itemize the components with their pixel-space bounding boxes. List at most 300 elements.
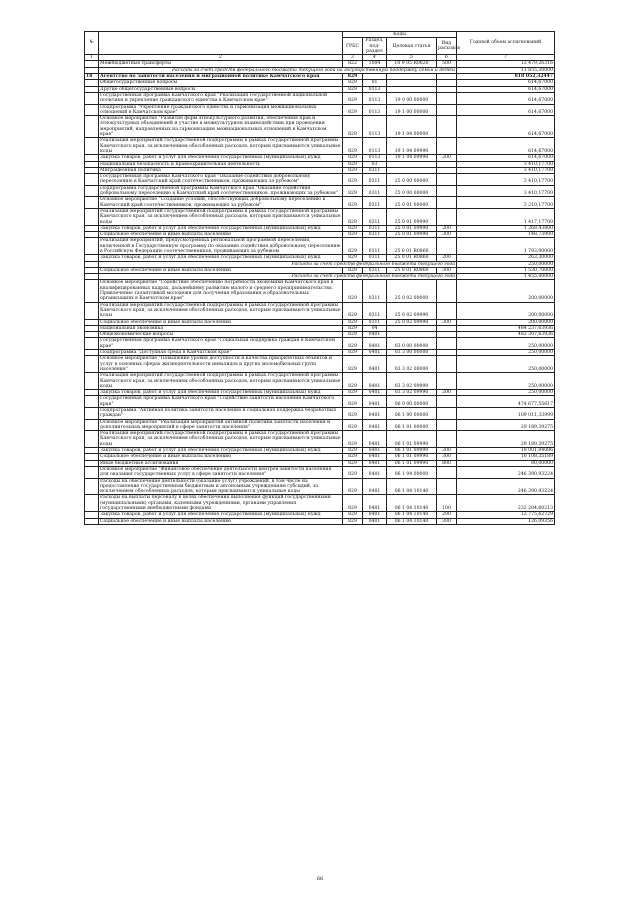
expense-name-cell: Закупка товаров, работ и услуг для обеспечения государственных (муниципальных) нужд bbox=[99, 225, 343, 231]
amount-cell: 109 011,33999 bbox=[457, 408, 555, 420]
header-name bbox=[99, 32, 343, 55]
section-cell: 0311 bbox=[363, 197, 387, 209]
section-cell: 0311 bbox=[363, 232, 387, 238]
section-cell: 0401 bbox=[363, 460, 387, 466]
section-cell: 0401 bbox=[363, 396, 387, 408]
row-number-cell bbox=[85, 356, 99, 373]
grbs-cell: 829 bbox=[343, 104, 363, 116]
expense-name-cell: Закупка товаров, работ и услуг для обеспечения государственных (муниципальных) нужд bbox=[99, 512, 343, 518]
section-cell: 0401 bbox=[363, 356, 387, 373]
amount-cell: 1 530,70000 bbox=[457, 267, 555, 273]
expense-name-cell: Другие общегосударственные вопросы bbox=[99, 86, 343, 92]
expense-type-cell bbox=[437, 116, 457, 138]
table-row bbox=[85, 495, 555, 512]
expense-type-cell: 100 bbox=[437, 495, 457, 512]
row-number-cell bbox=[85, 431, 99, 448]
section-cell: 0311 bbox=[363, 267, 387, 273]
amount-cell: 12 775,62729 bbox=[457, 512, 555, 518]
table-row bbox=[85, 92, 555, 104]
table-row bbox=[85, 238, 555, 255]
grbs-cell: 829 bbox=[343, 356, 363, 373]
table-header bbox=[85, 32, 555, 61]
amount-cell: 200,00000 bbox=[457, 319, 555, 325]
target-article-cell: 25 0 01 09990 bbox=[387, 208, 437, 225]
amount-cell: 614,67000 bbox=[457, 138, 555, 155]
expense-name-cell: Национальная безопасность и правоохранительная деятельность bbox=[99, 161, 343, 167]
target-article-cell: 06 1 01 09990 bbox=[387, 460, 437, 466]
section-cell: 0401 bbox=[363, 373, 387, 390]
grbs-cell: 829 bbox=[343, 92, 363, 104]
row-number-cell bbox=[85, 478, 99, 495]
table-row bbox=[85, 478, 555, 495]
expense-name-cell: Социальное обеспечение и иные выплаты населению bbox=[99, 319, 343, 325]
expense-name-cell: Закупка товаров, работ и услуг для обеспечения государственных (муниципальных) нужд bbox=[99, 155, 343, 161]
section-cell: 0401 bbox=[363, 495, 387, 512]
column-index: 7 bbox=[457, 55, 555, 61]
funding-note: Расходы за счет средств федерального бюджета текущего года bbox=[99, 274, 457, 280]
target-article-cell: 25 0 01 09990 bbox=[387, 232, 437, 238]
amount-cell: 200,00000 bbox=[457, 302, 555, 319]
target-article-cell: 06 1 04 10140 bbox=[387, 518, 437, 524]
expense-name-cell: Иные бюджетные ассигнования bbox=[99, 460, 343, 466]
section-cell: 0401 bbox=[363, 512, 387, 518]
amount-cell: 232 204,60213 bbox=[457, 495, 555, 512]
amount-cell: 246 390,93224 bbox=[457, 466, 555, 478]
target-article-cell: 06 1 01 09990 bbox=[387, 431, 437, 448]
grbs-cell: 829 bbox=[343, 80, 363, 86]
amount-cell: 200,00000 bbox=[457, 280, 555, 302]
amount-cell: 10 108,35189 bbox=[457, 454, 555, 460]
expense-type-cell: 300 bbox=[437, 267, 457, 273]
expense-type-cell bbox=[437, 197, 457, 209]
grbs-cell: 829 bbox=[343, 116, 363, 138]
target-article-cell: 03 0 00 00000 bbox=[387, 338, 437, 350]
expense-name-cell: Основное мероприятие "Создание условий, способствующих добровольному переселению в Камчатский край соотечественников, проживающих за рубежом" bbox=[99, 197, 343, 209]
expense-type-cell bbox=[437, 92, 457, 104]
target-article-cell: 06 1 04 10140 bbox=[387, 478, 437, 495]
grbs-cell: 829 bbox=[343, 238, 363, 255]
row-number-cell bbox=[85, 280, 99, 302]
section-cell: 0401 bbox=[363, 431, 387, 448]
amount-cell: 3 410,17700 bbox=[457, 174, 555, 186]
row-number-cell bbox=[85, 197, 99, 209]
section-cell: 0401 bbox=[363, 448, 387, 454]
section-cell: 0113 bbox=[363, 86, 387, 92]
grbs-cell: 829 bbox=[343, 174, 363, 186]
grbs-cell: 829 bbox=[343, 138, 363, 155]
expense-type-cell bbox=[437, 185, 457, 197]
target-article-cell: 06 1 00 00000 bbox=[387, 408, 437, 420]
row-number-cell bbox=[85, 104, 99, 116]
section-cell: 0401 bbox=[363, 478, 387, 495]
grbs-cell: 829 bbox=[343, 208, 363, 225]
target-article-cell: 19 0 00 00000 bbox=[387, 92, 437, 104]
expense-name-cell: Закупка товаров, работ и услуг для обеспечения государственных (муниципальных) нужд bbox=[99, 255, 343, 261]
target-article-cell: 25 0 01 R0860 bbox=[387, 267, 437, 273]
section-cell: 0401 bbox=[363, 454, 387, 460]
expense-name-cell: Подпрограмма "Укрепление гражданского единства и гармонизация межнациональных отношений в Камчатском крае" bbox=[99, 104, 343, 116]
section-cell: 0401 bbox=[363, 350, 387, 356]
amount-cell: 482 307,63936 bbox=[457, 332, 555, 338]
row-number-cell bbox=[85, 174, 99, 186]
grbs-cell: 829 bbox=[343, 448, 363, 454]
grbs-cell: 829 bbox=[343, 161, 363, 167]
amount-cell: 1 268,43800 bbox=[457, 225, 555, 231]
section-cell: 0401 bbox=[363, 338, 387, 350]
amount-cell: 614,67000 bbox=[457, 80, 555, 86]
grbs-cell: 829 bbox=[343, 319, 363, 325]
grbs-cell: 829 bbox=[343, 332, 363, 338]
amount-cell: 3 410,17700 bbox=[457, 161, 555, 167]
grbs-cell: 829 bbox=[343, 197, 363, 209]
expense-name-cell: Общеэкономические вопросы bbox=[99, 332, 343, 338]
expense-type-cell: 200 bbox=[437, 512, 457, 518]
grbs-cell: 829 bbox=[343, 419, 363, 431]
row-number-cell: 18 bbox=[85, 74, 99, 80]
target-article-cell: 06 1 04 10140 bbox=[387, 512, 437, 518]
expense-name-cell: Основное мероприятие "Реализация мероприятий активной политики занятости населения и дополнительных мероприятий в сфере занятости населения" bbox=[99, 419, 343, 431]
expense-type-cell bbox=[437, 478, 457, 495]
amount-cell: 250,00000 bbox=[457, 338, 555, 350]
target-article-cell: 03 3 02 00000 bbox=[387, 356, 437, 373]
expense-name-cell: Подпрограмма "Активная политика занятости населения и социальная поддержка безработных граждан" bbox=[99, 408, 343, 420]
row-number-cell bbox=[85, 419, 99, 431]
target-article-cell: 25 0 00 00000 bbox=[387, 185, 437, 197]
expense-name-cell: Основное мероприятие "Финансовое обеспечение деятельности центров занятости населения для оказания государственных услуг в сфере занятости населения" bbox=[99, 466, 343, 478]
expense-type-cell bbox=[437, 419, 457, 431]
expense-name-cell: Подпрограмма государственной программы Камчатского края "Оказание содействия добровольному переселению в Камчатский край соотечественников, проживающих за рубежом" bbox=[99, 185, 343, 197]
expense-name-cell: Основное мероприятие "Содействие обеспечению потребности экономики Камчатского края в квалифицированных кадрах, дальнейшему развитию малого и среднего предпринимательства. Привлечение талантливой молодежи для получения образования в образовательных организациях в Камчатском крае" bbox=[99, 280, 343, 302]
row-number-cell bbox=[85, 238, 99, 255]
table-row bbox=[85, 518, 555, 524]
grbs-cell: 829 bbox=[343, 232, 363, 238]
expense-type-cell: 200 bbox=[437, 390, 457, 396]
column-index: 1 bbox=[85, 55, 99, 61]
target-article-cell: 25 0 02 09990 bbox=[387, 302, 437, 319]
amount-cell: 1 417,17700 bbox=[457, 208, 555, 225]
expense-name-cell: Агентство по занятости населения и миграционной политике Камчатского края bbox=[99, 74, 343, 80]
page-number: 66 bbox=[316, 876, 324, 882]
amount-cell: 148,73900 bbox=[457, 232, 555, 238]
expense-type-cell: 300 bbox=[437, 232, 457, 238]
section-cell: 0311 bbox=[363, 238, 387, 255]
row-number-cell bbox=[85, 208, 99, 225]
expense-name-cell: Общегосударственные вопросы bbox=[99, 80, 343, 86]
expense-name-cell: Основное мероприятие "Повышение уровня доступности и качества приоритетных объектов и услуг в основных сферах жизнедеятельности инвалидов и других маломобильных групп населения" bbox=[99, 356, 343, 373]
column-index: 5 bbox=[387, 55, 437, 61]
grbs-cell: 829 bbox=[343, 302, 363, 319]
table-row bbox=[85, 104, 555, 116]
target-article-cell: 25 0 02 09990 bbox=[387, 319, 437, 325]
section-cell: 0311 bbox=[363, 174, 387, 186]
expense-type-cell: 200 bbox=[437, 225, 457, 231]
row-number-cell bbox=[85, 338, 99, 350]
section-cell: 0401 bbox=[363, 419, 387, 431]
amount-cell: 614,67000 bbox=[457, 104, 555, 116]
grbs-cell: 829 bbox=[343, 86, 363, 92]
target-article-cell: 25 0 01 R0860 bbox=[387, 255, 437, 261]
target-article-cell: 25 0 01 09990 bbox=[387, 225, 437, 231]
row-number-cell bbox=[85, 116, 99, 138]
section-cell: 0113 bbox=[363, 92, 387, 104]
expense-name-cell: Миграционная политика bbox=[99, 167, 343, 173]
section-cell: 0311 bbox=[363, 225, 387, 231]
grbs-cell: 829 bbox=[343, 373, 363, 390]
section-cell: 03 bbox=[363, 161, 387, 167]
amount-cell: 246 390,93224 bbox=[457, 478, 555, 495]
target-article-cell: 06 1 01 09990 bbox=[387, 448, 437, 454]
expense-name-cell: Социальное обеспечение и иные выплаты населению bbox=[99, 267, 343, 273]
expense-type-cell bbox=[437, 408, 457, 420]
amount-cell: 1 793,00000 bbox=[457, 238, 555, 255]
table-row bbox=[85, 280, 555, 302]
expense-type-cell bbox=[437, 356, 457, 373]
section-cell: 0311 bbox=[363, 167, 387, 173]
table-row bbox=[85, 466, 555, 478]
expense-name-cell: Социальное обеспечение и иные выплаты населению bbox=[99, 518, 343, 524]
row-number-cell bbox=[85, 466, 99, 478]
header-target-article: Целевая статья bbox=[387, 38, 437, 55]
target-article-cell: 06 1 04 10140 bbox=[387, 495, 437, 512]
row-number-cell bbox=[85, 373, 99, 390]
grbs-cell: 829 bbox=[343, 396, 363, 408]
section-cell: 04 bbox=[363, 325, 387, 331]
header-codes: Коды bbox=[343, 32, 457, 38]
expense-name-cell: Реализация мероприятий государственной подпрограммы в рамках государственной программы Камчатского края, за исключением обособленных расходов, которым присваиваются уникальные коды bbox=[99, 431, 343, 448]
grbs-cell: 829 bbox=[343, 518, 363, 524]
table-row bbox=[85, 208, 555, 225]
target-article-cell: 25 0 00 00000 bbox=[387, 174, 437, 186]
expense-name-cell: Межбюджетные трансферты bbox=[99, 61, 343, 67]
funding-note: Расходы за счет средств федерального бюджета текущего года bbox=[99, 261, 457, 267]
amount-cell: 126,09356 bbox=[457, 518, 555, 524]
section-cell: 0311 bbox=[363, 302, 387, 319]
table-row bbox=[85, 138, 555, 155]
budget-table bbox=[84, 31, 555, 525]
section-cell: 0311 bbox=[363, 185, 387, 197]
section-cell: 01 bbox=[363, 80, 387, 86]
amount-cell: 818 052,32447 bbox=[457, 74, 555, 80]
funding-note: Расходы за счет средств федерального бюджета текущего года на государственную поддержку семьи и детей bbox=[99, 67, 457, 73]
expense-type-cell bbox=[437, 174, 457, 186]
expense-type-cell: 200 bbox=[437, 155, 457, 161]
table-row bbox=[85, 185, 555, 197]
table-row bbox=[85, 116, 555, 138]
target-article-cell: 19 1 00 00000 bbox=[387, 104, 437, 116]
header-amount: Годовой объем ассигнований bbox=[457, 32, 555, 55]
target-article-cell: 10 9 05 R0820 bbox=[387, 61, 437, 67]
section-cell: 0113 bbox=[363, 116, 387, 138]
expense-type-cell bbox=[437, 138, 457, 155]
expense-name-cell: Социальное обеспечение и иные выплаты населению bbox=[99, 232, 343, 238]
table-row bbox=[85, 431, 555, 448]
amount-cell: 474 677,55617 bbox=[457, 396, 555, 408]
expense-type-cell: 500 bbox=[437, 61, 457, 67]
table-row bbox=[85, 338, 555, 350]
column-index: 4 bbox=[363, 55, 387, 61]
grbs-cell: 829 bbox=[343, 280, 363, 302]
target-article-cell: 19 1 04 09990 bbox=[387, 155, 437, 161]
amount-cell: 250,00000 bbox=[457, 390, 555, 396]
grbs-cell: 829 bbox=[343, 255, 363, 261]
row-number-cell bbox=[85, 495, 99, 512]
grbs-cell: 829 bbox=[343, 431, 363, 448]
target-article-cell: 25 0 02 00000 bbox=[387, 280, 437, 302]
header-expense-type: Вид расходов bbox=[437, 38, 457, 55]
expense-name-cell: Государственная программа Камчатского края "Оказание содействия добровольному переселению в Камчатский край соотечественников, проживающих за рубежом" bbox=[99, 174, 343, 186]
expense-type-cell bbox=[437, 396, 457, 408]
grbs-cell: 829 bbox=[343, 408, 363, 420]
amount-cell: 3 210,17700 bbox=[457, 197, 555, 209]
expense-type-cell: 300 bbox=[437, 454, 457, 460]
grbs-cell: 829 bbox=[343, 155, 363, 161]
expense-type-cell bbox=[437, 431, 457, 448]
header-number: № bbox=[85, 32, 99, 55]
expense-name-cell: Реализация мероприятий государственной подпрограммы в рамках государственной программы Камчатского края, за исключением обособленных расходов, которым присваиваются уникальные коды bbox=[99, 138, 343, 155]
amount-cell: 614,67000 bbox=[457, 86, 555, 92]
table-row bbox=[85, 419, 555, 431]
target-article-cell: 25 0 01 R0860 bbox=[387, 238, 437, 255]
column-index: 6 bbox=[437, 55, 457, 61]
expense-type-cell: 800 bbox=[437, 460, 457, 466]
grbs-cell: 829 bbox=[343, 167, 363, 173]
grbs-cell: 829 bbox=[343, 454, 363, 460]
amount-cell: 11 855,30000 bbox=[457, 67, 555, 73]
target-article-cell: 06 1 01 00000 bbox=[387, 419, 437, 431]
row-number-cell bbox=[85, 302, 99, 319]
amount-cell: 29 189,39275 bbox=[457, 431, 555, 448]
expense-type-cell bbox=[437, 208, 457, 225]
amount-cell: 250,00000 bbox=[457, 350, 555, 356]
target-article-cell: 19 1 04 00000 bbox=[387, 116, 437, 138]
header-section: Раздел, под-раздел bbox=[363, 38, 387, 55]
target-article-cell: 03 3 02 09990 bbox=[387, 373, 437, 390]
table-row bbox=[85, 197, 555, 209]
target-article-cell: 06 1 01 09990 bbox=[387, 454, 437, 460]
expense-name-cell: Реализация мероприятий государственной подпрограммы в рамках государственной программы Камчатского края, за исключением обособленных расходов, которым присваиваются уникальные коды bbox=[99, 302, 343, 319]
section-cell: 0113 bbox=[363, 104, 387, 116]
row-number-cell bbox=[85, 138, 99, 155]
amount-cell: 250,00000 bbox=[457, 373, 555, 390]
amount-cell: 3 410,17700 bbox=[457, 167, 555, 173]
section-cell: 0311 bbox=[363, 208, 387, 225]
section-cell: 0401 bbox=[363, 408, 387, 420]
amount-cell: 263,30000 bbox=[457, 255, 555, 261]
amount-cell: 250,00000 bbox=[457, 356, 555, 373]
expense-type-cell bbox=[437, 104, 457, 116]
grbs-cell: 829 bbox=[343, 338, 363, 350]
grbs-cell: 829 bbox=[343, 350, 363, 356]
expense-type-cell: 300 bbox=[437, 518, 457, 524]
grbs-cell: 829 bbox=[343, 225, 363, 231]
expense-name-cell: Расходы на обеспечение деятельности (оказание услуг) учреждений, в том числе на предоставление государственным бюджетным и автономным учреждениям субсидий, за исключением обособленных расходов, которым присваиваются уникальные коды bbox=[99, 478, 343, 495]
expense-type-cell bbox=[437, 466, 457, 478]
expense-name-cell: Реализация мероприятий государственной подпрограммы в рамках государственной программы Камчатского края, за исключением обособленных расходов, которым присваиваются уникальные коды bbox=[99, 208, 343, 225]
table-body bbox=[85, 61, 555, 524]
expense-type-cell bbox=[437, 302, 457, 319]
expense-type-cell bbox=[437, 373, 457, 390]
amount-cell: 614,67000 bbox=[457, 92, 555, 104]
amount-cell: 29 189,39275 bbox=[457, 419, 555, 431]
table-row bbox=[85, 356, 555, 373]
grbs-cell: 829 bbox=[343, 512, 363, 518]
section-cell: 0401 bbox=[363, 518, 387, 524]
expense-name-cell: Основное мероприятие "Развитие форм этнокультурного развития, обеспечения прав и этнокультурных объединений и участие в межкультурном взаимодействии при проведении мероприятий, направленных на гармонизацию межнациональных отношений в Камчатском крае" bbox=[99, 116, 343, 138]
expense-type-cell bbox=[437, 280, 457, 302]
amount-cell: 19 001,04086 bbox=[457, 448, 555, 454]
expense-name-cell: Государственная программа Камчатского края "Реализация государственной национальной политики и укрепление гражданского единства в Камчатском крае" bbox=[99, 92, 343, 104]
amount-cell: 1 455,00000 bbox=[457, 274, 555, 280]
expense-type-cell: 200 bbox=[437, 255, 457, 261]
section-cell: 0401 bbox=[363, 390, 387, 396]
grbs-cell: 829 bbox=[343, 478, 363, 495]
expense-type-cell: 300 bbox=[437, 319, 457, 325]
row-number-cell bbox=[85, 92, 99, 104]
section-cell: 1004 bbox=[363, 61, 387, 67]
section-cell: 0311 bbox=[363, 319, 387, 325]
grbs-cell: 829 bbox=[343, 466, 363, 478]
expense-name-cell: Национальная экономика bbox=[99, 325, 343, 331]
target-article-cell: 19 1 04 09990 bbox=[387, 138, 437, 155]
row-number-cell bbox=[85, 396, 99, 408]
expense-name-cell: Закупка товаров, работ и услуг для обеспечения государственных (муниципальных) нужд bbox=[99, 390, 343, 396]
expense-name-cell: Подпрограмма "Доступная среда в Камчатском крае" bbox=[99, 350, 343, 356]
expense-name-cell: Социальное обеспечение и иные выплаты населению bbox=[99, 454, 343, 460]
expense-name-cell: Реализация мероприятий, предусмотренных региональной программой переселения, включенной в Государственную программу по оказанию содействия добровольному переселению в Российскую Федерацию соотечественников, проживающих за рубежом bbox=[100, 238, 341, 254]
amount-cell: 614,67000 bbox=[457, 155, 555, 161]
section-cell: 0401 bbox=[363, 466, 387, 478]
grbs-cell: 829 bbox=[343, 325, 363, 331]
expense-name-cell: Расходы на выплаты персоналу в целях обеспечения выполнения функций государственными (муниципальными) органами, казенными учреждениями, органами управления государственными внебюджетными фондами bbox=[99, 495, 343, 512]
grbs-cell: 829 bbox=[343, 185, 363, 197]
table-row bbox=[85, 302, 555, 319]
header-grbs: ГРБС bbox=[343, 38, 363, 55]
target-article-cell: 03 3 00 00000 bbox=[387, 350, 437, 356]
amount-cell: 3 410,17700 bbox=[457, 185, 555, 197]
section-cell: 0311 bbox=[363, 280, 387, 302]
section-cell: 0311 bbox=[363, 255, 387, 261]
amount-cell: 250,00000 bbox=[457, 261, 555, 267]
grbs-cell: 829 bbox=[343, 495, 363, 512]
row-number-cell bbox=[85, 408, 99, 420]
row-number-cell bbox=[85, 185, 99, 197]
row-number-cell bbox=[85, 518, 99, 524]
section-cell: 0401 bbox=[363, 332, 387, 338]
expense-type-cell: 200 bbox=[437, 448, 457, 454]
grbs-cell: 829 bbox=[343, 460, 363, 466]
amount-cell: 80,00000 bbox=[457, 460, 555, 466]
grbs-cell: 829 bbox=[343, 74, 363, 80]
section-cell: 0113 bbox=[363, 138, 387, 155]
section-cell: 0113 bbox=[363, 155, 387, 161]
table-row bbox=[85, 408, 555, 420]
target-article-cell: 25 0 01 00000 bbox=[387, 197, 437, 209]
amount-cell: 484 237,63936 bbox=[457, 325, 555, 331]
expense-name-cell: Реализация мероприятий государственной подпрограммы в рамках государственной программы Камчатского края, за исключением обособленных расходов, которым присваиваются уникальные коды bbox=[99, 373, 343, 390]
target-article-cell: 06 1 04 00000 bbox=[387, 466, 437, 478]
target-article-cell: 06 0 00 00000 bbox=[387, 396, 437, 408]
grbs-cell: 822 bbox=[343, 61, 363, 67]
expense-type-cell bbox=[437, 338, 457, 350]
grbs-cell: 829 bbox=[343, 267, 363, 273]
table-row bbox=[85, 396, 555, 408]
expense-type-cell bbox=[437, 238, 457, 255]
grbs-cell: 829 bbox=[343, 390, 363, 396]
target-article-cell: 03 3 02 09990 bbox=[387, 390, 437, 396]
expense-name-cell: Закупка товаров, работ и услуг для обеспечения государственных (муниципальных) нужд bbox=[99, 448, 343, 454]
amount-cell: 614,67000 bbox=[457, 116, 555, 138]
column-index: 2 bbox=[99, 55, 343, 61]
